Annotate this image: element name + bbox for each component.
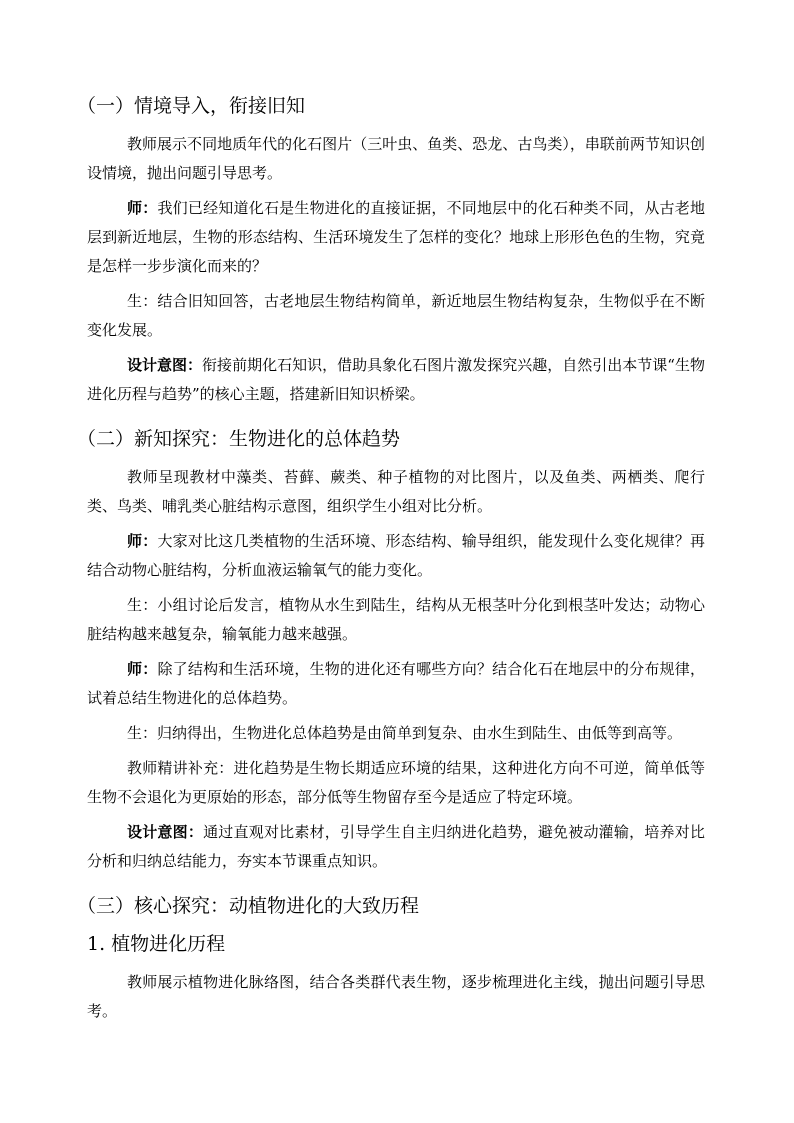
speaker-label: 师： xyxy=(127,199,158,217)
paragraph xyxy=(87,719,705,748)
paragraph-text: 生：归纳得出，生物进化总体趋势是由简单到复杂、由水生到陆生、由低等到高等。 xyxy=(127,724,683,742)
subsection-heading: 1. 植物进化历程 xyxy=(87,933,226,955)
paragraph xyxy=(87,287,705,345)
paragraph xyxy=(87,194,705,281)
paragraph-text: 大家对比这几类植物的生活环境、形态结构、输导组织，能发现什么变化规律？再结合动物心脏结构，分析血液运输氧气的能力变化。 xyxy=(87,532,705,579)
paragraph xyxy=(87,130,705,188)
paragraph-text: 生：结合旧知回答，古老地层生物结构简单，新近地层生物结构复杂，生物似乎在不断变化发展。 xyxy=(87,292,705,339)
paragraph xyxy=(87,818,705,876)
paragraph xyxy=(87,463,705,521)
paragraph-text: 衔接前期化石知识，借助具象化石图片激发探究兴趣，自然引出本节课“生物进化历程与趋势”的核心主题，搭建新旧知识桥梁。 xyxy=(87,356,705,403)
paragraph-text: 教师精讲补充：进化趋势是生物长期适应环境的结果，这种进化方向不可逆，简单低等生物不会退化为更原始的形态，部分低等生物留存至今是适应了特定环境。 xyxy=(87,759,705,806)
paragraph xyxy=(87,655,705,713)
paragraph xyxy=(87,754,705,812)
paragraph xyxy=(87,351,705,409)
paragraph xyxy=(87,968,705,1026)
design-intent-label: 设计意图： xyxy=(127,356,203,374)
section-heading-3: （三）核心探究：动植物进化的大致历程 xyxy=(77,895,420,917)
paragraph-text: 教师展示不同地质年代的化石图片（三叶虫、鱼类、恐龙、古鸟类），串联前两节知识创设情境，抛出问题引导思考。 xyxy=(87,135,705,182)
speaker-label: 师： xyxy=(127,660,158,678)
paragraph-text: 我们已经知道化石是生物进化的直接证据，不同地层中的化石种类不同，从古老地层到新近地层，生物的形态结构、生活环境发生了怎样的变化？地球上形形色色的生物，究竟是怎样一步步演化而来的？ xyxy=(87,199,705,275)
paragraph-text: 生：小组讨论后发言，植物从水生到陆生，结构从无根茎叶分化到根茎叶发达；动物心脏结构越来越复杂，输氧能力越来越强。 xyxy=(87,596,705,643)
section-heading-1: （一）情境导入，衔接旧知 xyxy=(77,95,306,117)
section-heading-2: （二）新知探究：生物进化的总体趋势 xyxy=(77,428,401,450)
design-intent-label: 设计意图： xyxy=(127,823,204,841)
paragraph xyxy=(87,591,705,649)
document-page xyxy=(77,92,705,1032)
speaker-label: 师： xyxy=(127,532,158,550)
paragraph-text: 教师呈现教材中藻类、苔藓、蕨类、种子植物的对比图片，以及鱼类、两栖类、爬行类、鸟类、哺乳类心脏结构示意图，组织学生小组对比分析。 xyxy=(87,468,705,515)
paragraph-text: 教师展示植物进化脉络图，结合各类群代表生物，逐步梳理进化主线，抛出问题引导思考。 xyxy=(87,973,705,1020)
paragraph xyxy=(87,527,705,585)
paragraph-text: 通过直观对比素材，引导学生自主归纳进化趋势，避免被动灌输，培养对比分析和归纳总结能力，夯实本节课重点知识。 xyxy=(87,823,705,870)
paragraph-text: 除了结构和生活环境，生物的进化还有哪些方向？结合化石在地层中的分布规律，试着总结生物进化的总体趋势。 xyxy=(87,660,705,707)
